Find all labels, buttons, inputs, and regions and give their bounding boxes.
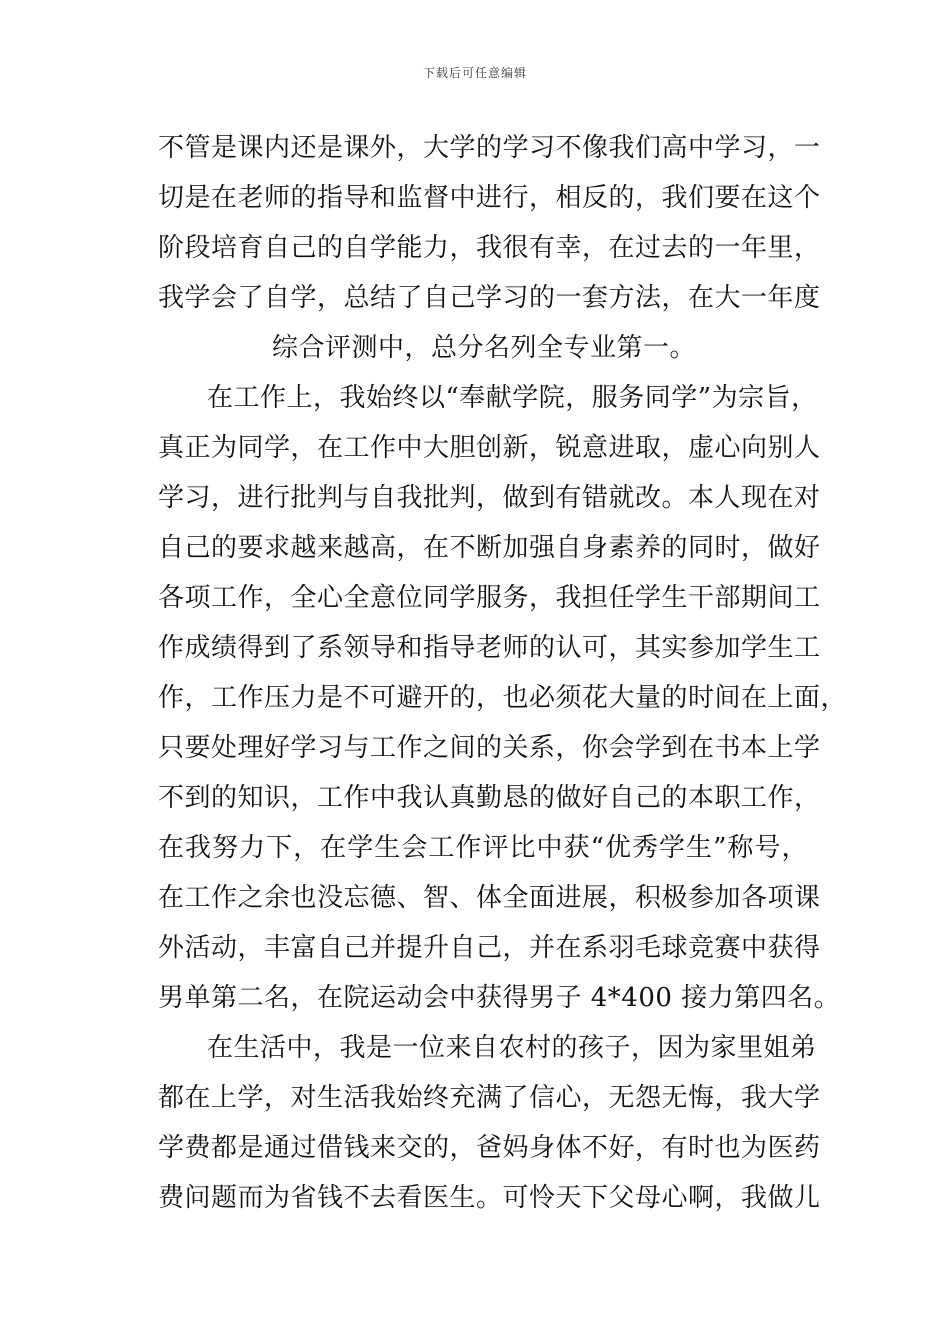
text-line: 在工作之余也没忘德、智、体全面进展，积极参加各项课: [158, 883, 821, 913]
text-line: 作，工作压力是不可避开的，也必须花大量的时间在上面，: [158, 683, 848, 713]
text-line: 在工作上，我始终以“奉献学院，服务同学”为宗旨，: [207, 383, 818, 413]
text-line: 学习，进行批判与自我批判，做到有错就改。本人现在对: [158, 483, 821, 513]
text-line: 我学会了自学，总结了自己学习的一套方法，在大一年度: [158, 283, 821, 313]
page-header: 下载后可任意编辑: [422, 66, 527, 80]
text-line: 不管是课内还是课外，大学的学习不像我们高中学习，一: [158, 133, 821, 163]
text-line: 外活动，丰富自己并提升自己，并在系羽毛球竞赛中获得: [158, 933, 821, 963]
text-line: 综合评测中，总分名列全专业第一。: [272, 333, 697, 363]
text-line: 切是在老师的指导和监督中进行，相反的，我们要在这个: [158, 183, 821, 213]
text-line: 男单第二名，在院运动会中获得男子 4*400 接力第四名。: [158, 983, 841, 1013]
text-line: 各项工作，全心全意位同学服务，我担任学生干部期间工: [158, 583, 821, 613]
text-line: 阶段培育自己的自学能力，我很有幸，在过去的一年里，: [158, 233, 821, 263]
text-line: 在生活中，我是一位来自农村的孩子，因为家里姐弟: [207, 1033, 817, 1063]
text-line: 只要处理好学习与工作之间的关系，你会学到在书本上学: [158, 733, 821, 763]
text-line: 自己的要求越来越高，在不断加强自身素养的同时，做好: [158, 533, 821, 563]
text-line: 作成绩得到了系领导和指导老师的认可，其实参加学生工: [158, 633, 821, 663]
text-line: 都在上学，对生活我始终充满了信心，无怨无悔，我大学: [158, 1083, 821, 1113]
text-line: 在我努力下，在学生会工作评比中获“优秀学生”称号，: [158, 833, 808, 863]
text-line: 学费都是通过借钱来交的，爸妈身体不好，有时也为医药: [158, 1133, 821, 1163]
text-line: 费问题而为省钱不去看医生。可怜天下父母心啊，我做儿: [158, 1183, 821, 1213]
text-line: 不到的知识，工作中我认真勤恳的做好自己的本职工作，: [158, 783, 821, 813]
text-line: 真正为同学，在工作中大胆创新，锐意进取，虚心向别人: [158, 433, 821, 463]
